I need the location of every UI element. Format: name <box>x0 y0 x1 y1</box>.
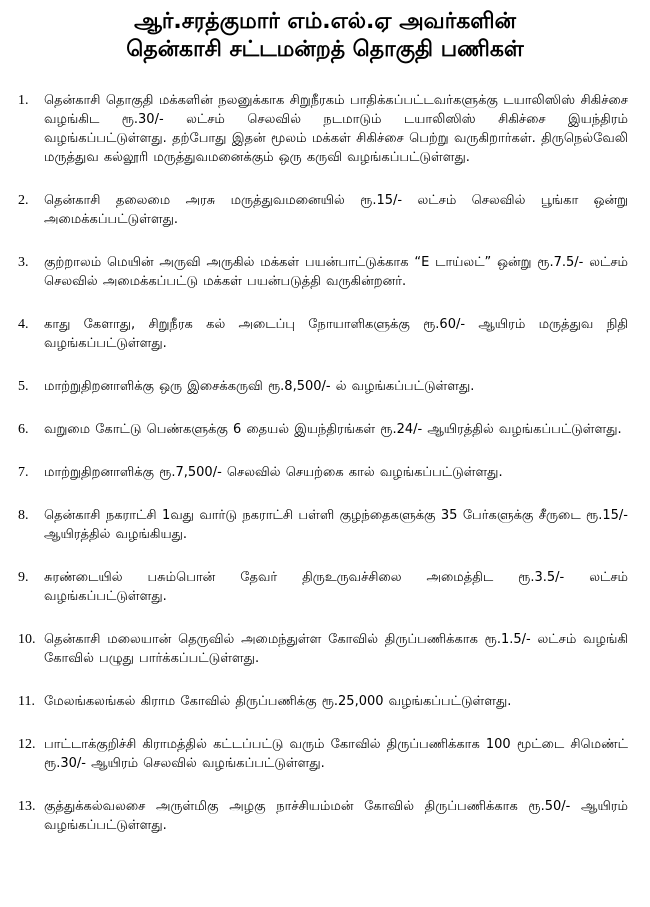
list-item-11 <box>18 692 628 711</box>
item-number: 9. <box>18 570 29 585</box>
item-number: 2. <box>18 193 29 208</box>
list-item-7 <box>18 463 628 482</box>
document-title <box>0 0 650 64</box>
item-text: காது கேளாது, சிறுநீரக கல் அடைப்பு நோயாளிகளுக்கு ரூ.60/- ஆயிரம் மருத்துவ நிதி வழங்கப்பட்டுள்ளது. <box>44 317 628 351</box>
item-number: 4. <box>18 317 29 332</box>
item-number: 13. <box>18 799 36 814</box>
list-item-10 <box>18 630 628 668</box>
item-text: தென்காசி நகராட்சி 1வது வார்டு நகராட்சி பள்ளி குழந்தைகளுக்கு 35 பேர்களுக்கு சீருடை ரூ.15/- ஆயிரத்தில் வழங்கியது. <box>44 508 628 542</box>
list-item-12 <box>18 735 628 773</box>
item-text: குத்துக்கல்வலசை அருள்மிகு அழகு நாச்சியம்மன் கோவில் திருப்பணிக்காக ரூ.50/- ஆயிரம் வழங்கப்பட்டுள்ளது. <box>44 799 628 833</box>
item-text: வறுமை கோட்டு பெண்களுக்கு 6 தையல் இயந்திரங்கள் ரூ.24/- ஆயிரத்தில் வழங்கப்பட்டுள்ளது. <box>44 422 622 437</box>
item-text: தென்காசி தலைமை அரசு மருத்துவமனையில் ரூ.15/- லட்சம் செலவில் பூங்கா ஒன்று அமைக்கப்பட்டுள்ளது. <box>44 193 628 227</box>
item-number: 3. <box>18 255 29 270</box>
item-text: தென்காசி மலையான் தெருவில் அமைந்துள்ள கோவில் திருப்பணிக்காக ரூ.1.5/- லட்சம் வழங்கி கோவில் பழுது பார்க்கப்பட்டுள்ளது. <box>44 632 628 666</box>
item-text: மாற்றுதிறனாளிக்கு ஒரு இசைக்கருவி ரூ.8,500/- ல் வழங்கப்பட்டுள்ளது. <box>44 379 475 394</box>
item-number: 12. <box>18 737 36 752</box>
item-number: 6. <box>18 422 29 437</box>
list-item-6 <box>18 420 628 439</box>
list-item-5 <box>18 377 628 396</box>
item-text: மாற்றுதிறனாளிக்கு ரூ.7,500/- செலவில் செயற்கை கால் வழங்கப்பட்டுள்ளது. <box>44 465 503 480</box>
item-number: 1. <box>18 93 29 108</box>
item-number: 10. <box>18 632 36 647</box>
item-number: 8. <box>18 508 29 523</box>
list-item-4 <box>18 315 628 353</box>
item-text: சுரண்டையில் பசும்பொன் தேவர் திருஉருவச்சிலை அமைத்திட ரூ.3.5/- லட்சம் வழங்கப்பட்டுள்ளது. <box>44 570 628 604</box>
list-item-1 <box>18 91 628 167</box>
list-item-2 <box>18 191 628 229</box>
item-number: 7. <box>18 465 29 480</box>
title-line-1: ஆர்.சரத்குமார் எம்.எல்.ஏ அவர்களின் <box>134 9 516 34</box>
list-item-13 <box>18 797 628 835</box>
list-item-9 <box>18 568 628 606</box>
list-item-3 <box>18 253 628 291</box>
title-line-2: தென்காசி சட்டமன்றத் தொகுதி பணிகள் <box>126 37 524 62</box>
item-text: மேலங்கலங்கல் கிராம கோவில் திருப்பணிக்கு ரூ.25,000 வழங்கப்பட்டுள்ளது. <box>44 694 512 709</box>
item-text: தென்காசி தொகுதி மக்களின் நலனுக்காக சிறுநீரகம் பாதிக்கப்பட்டவர்களுக்கு டயாலிஸிஸ் சிகிச்சை வழங்கிட ரூ.30/- லட்சம் செலவில் நடமாடும் டயாலிஸிஸ் சிகிச்சை இயந்திரம் வழங்கப்பட்டுள்ளது. தற்போது இதன் மூலம் மக்கள் சிகிச்சை பெற்று வருகிறார்கள். திருநெல்வேலி மருத்துவ கல்லூரி மருத்துவமனைக்கும் ஒரு கருவி வழங்கப்பட்டுள்ளது. <box>44 93 628 165</box>
item-text: பாட்டாக்குறிச்சி கிராமத்தில் கட்டப்பட்டு வரும் கோவில் திருப்பணிக்காக 100 மூட்டை சிமெண்ட் ரூ.30/- ஆயிரம் செலவில் வழங்கப்பட்டுள்ளது. <box>44 737 628 771</box>
item-number: 11. <box>18 694 35 709</box>
works-list <box>18 91 628 835</box>
item-text: குற்றாலம் மெயின் அருவி அருகில் மக்கள் பயன்பாட்டுக்காக “E டாய்லட்” ஒன்று ரூ.7.5/- லட்சம் செலவில் அமைக்கப்பட்டு மக்கள் பயன்படுத்தி வருகின்றனர். <box>44 255 628 289</box>
item-number: 5. <box>18 379 29 394</box>
list-item-8 <box>18 506 628 544</box>
